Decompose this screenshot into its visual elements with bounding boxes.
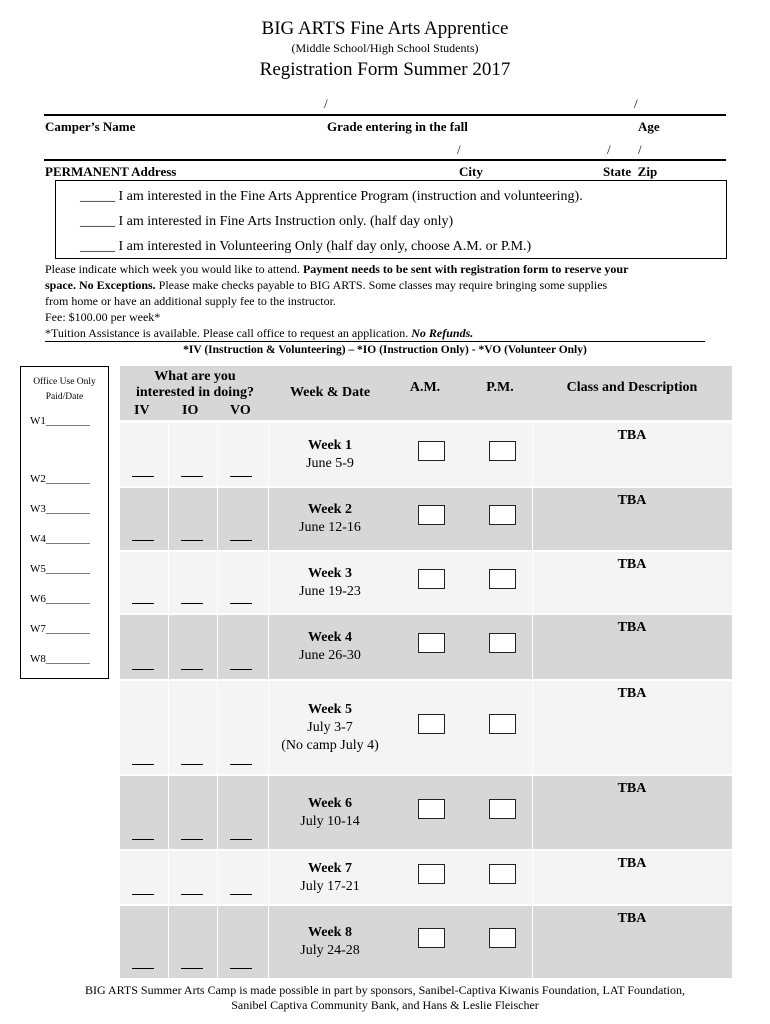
instructions-text: Please make checks payable to BIG ARTS. Some classes may require bringing some supplies — [155, 278, 608, 292]
week-label: Week 4 — [308, 630, 352, 645]
class-description: TBA — [617, 557, 647, 572]
choice-io-blank[interactable] — [181, 669, 203, 670]
payment-notice: Payment needs to be sent with registration form to reserve your — [302, 262, 629, 276]
cell-divider — [217, 615, 218, 679]
am-checkbox[interactable] — [418, 505, 445, 525]
col-vo-header: VO — [230, 403, 251, 418]
am-checkbox[interactable] — [418, 441, 445, 461]
cell-divider — [168, 615, 169, 679]
week-dates: June 19-23 — [299, 584, 361, 599]
choice-vo-blank[interactable] — [230, 894, 252, 895]
choice-vo-blank[interactable] — [230, 603, 252, 604]
pm-checkbox[interactable] — [489, 633, 516, 653]
pm-checkbox[interactable] — [489, 714, 516, 734]
am-checkbox[interactable] — [418, 799, 445, 819]
footer-line-2: Sanibel Captiva Community Bank, and Hans & Leslie Fleischer — [231, 998, 539, 1012]
week-dates: July 3-7 — [307, 720, 353, 735]
week-note: (No camp July 4) — [281, 738, 379, 753]
choice-vo-blank[interactable] — [230, 540, 252, 541]
tuition-text — [45, 326, 473, 341]
interest-header-line: interested in doing? — [136, 385, 254, 400]
instructions-text: Please indicate which week you would like to attend. — [45, 262, 303, 276]
row2-slash: / — [457, 142, 461, 157]
office-use-title-line: Office Use Only — [33, 377, 96, 387]
office-slot-w3[interactable]: W3________ — [30, 503, 90, 515]
choice-io-blank[interactable] — [181, 476, 203, 477]
choice-io-blank[interactable] — [181, 540, 203, 541]
interest-option-instruction[interactable]: _____ I am interested in Fine Arts Instruction only. (half day only) — [80, 214, 454, 229]
interest-header-line: What are you — [154, 369, 236, 384]
name-line[interactable] — [44, 114, 726, 116]
table-row — [120, 552, 732, 613]
tuition-assistance: *Tuition Assistance is available. Please call office to request an application. — [45, 326, 412, 340]
am-checkbox[interactable] — [418, 864, 445, 884]
choice-vo-blank[interactable] — [230, 669, 252, 670]
interest-option-volunteering[interactable]: _____ I am interested in Volunteering Only (half day only, choose A.M. or P.M.) — [80, 239, 532, 254]
cell-divider — [217, 488, 218, 550]
choice-io-blank[interactable] — [181, 603, 203, 604]
address-label: PERMANENT Address — [45, 164, 177, 179]
week-label: Week 5 — [308, 702, 352, 717]
office-use-title — [21, 375, 108, 405]
col-am-header: A.M. — [409, 380, 441, 395]
week-label: Week 2 — [308, 502, 352, 517]
cell-divider — [217, 552, 218, 613]
office-slot-w5[interactable]: W5________ — [30, 563, 90, 575]
office-slot-w4[interactable]: W4________ — [30, 533, 90, 545]
pm-checkbox[interactable] — [489, 569, 516, 589]
office-use-title-line: Paid/Date — [45, 392, 84, 402]
choice-vo-blank[interactable] — [230, 764, 252, 765]
week-date-cell — [268, 701, 392, 755]
am-checkbox[interactable] — [418, 569, 445, 589]
choice-vo-blank[interactable] — [230, 968, 252, 969]
class-description: TBA — [617, 781, 647, 796]
class-description: TBA — [617, 428, 647, 443]
office-slot-w8[interactable]: W8________ — [30, 653, 90, 665]
no-exceptions: space. No Exceptions. — [45, 278, 156, 292]
class-description: TBA — [617, 911, 647, 926]
col-io-header: IO — [182, 403, 199, 418]
cell-divider — [168, 776, 169, 849]
office-use-box — [20, 366, 109, 679]
table-row — [120, 851, 732, 904]
col-class-header: Class and Description — [566, 380, 698, 395]
choice-vo-blank[interactable] — [230, 839, 252, 840]
choice-iv-blank[interactable] — [132, 669, 154, 670]
table-row — [120, 423, 732, 486]
week-date-cell — [268, 501, 392, 537]
cell-divider — [168, 906, 169, 978]
address-line[interactable] — [44, 159, 726, 161]
week-dates: June 26-30 — [299, 648, 361, 663]
instructions-line-3: from home or have an additional supply fee to the instructor. — [45, 294, 336, 308]
week-label: Week 1 — [308, 438, 352, 453]
pm-checkbox[interactable] — [489, 441, 516, 461]
choice-iv-blank[interactable] — [132, 839, 154, 840]
table-row — [120, 906, 732, 978]
week-label: Week 6 — [308, 796, 352, 811]
cell-divider — [168, 681, 169, 774]
fee-text: Fee: $100.00 per week* — [45, 310, 161, 324]
campers-name-label: Camper’s Name — [45, 119, 136, 134]
pm-checkbox[interactable] — [489, 799, 516, 819]
choice-io-blank[interactable] — [181, 968, 203, 969]
form-heading: Registration Form Summer 2017 — [259, 59, 511, 80]
choice-iv-blank[interactable] — [132, 540, 154, 541]
form-subtitle: (Middle School/High School Students) — [291, 41, 479, 55]
legend: *IV (Instruction & Volunteering) – *IO (Instruction Only) - *VO (Volunteer Only) — [183, 344, 587, 356]
cell-divider — [168, 423, 169, 486]
col-week-header: Week & Date — [289, 385, 371, 400]
pm-checkbox[interactable] — [489, 505, 516, 525]
week-dates: June 12-16 — [299, 520, 361, 535]
week-dates: July 17-21 — [300, 879, 360, 894]
am-checkbox[interactable] — [418, 714, 445, 734]
table-row — [120, 488, 732, 550]
interest-header — [120, 369, 270, 401]
state-zip-label: State Zip — [603, 164, 658, 179]
week-label: Week 7 — [308, 861, 352, 876]
class-description: TBA — [617, 686, 647, 701]
choice-iv-blank[interactable] — [132, 968, 154, 969]
row1-slash: / — [324, 96, 328, 111]
week-dates: July 24-28 — [300, 943, 360, 958]
table-row — [120, 776, 732, 849]
choice-iv-blank[interactable] — [132, 764, 154, 765]
week-date-cell — [268, 565, 392, 601]
table-row — [120, 681, 732, 774]
week-date-cell — [268, 437, 392, 473]
divider — [45, 341, 705, 342]
week-label: Week 3 — [308, 566, 352, 581]
week-dates: July 10-14 — [300, 814, 360, 829]
row2-slash: / — [638, 142, 642, 157]
cell-divider — [217, 906, 218, 978]
pm-checkbox[interactable] — [489, 928, 516, 948]
instructions-line-2 — [45, 278, 607, 293]
week-date-cell — [268, 860, 392, 896]
choice-io-blank[interactable] — [181, 764, 203, 765]
row1-slash: / — [634, 96, 638, 111]
class-description: TBA — [617, 620, 647, 635]
office-slot-w7[interactable]: W7________ — [30, 623, 90, 635]
cell-divider — [168, 488, 169, 550]
week-date-cell — [268, 629, 392, 665]
cell-divider — [217, 681, 218, 774]
class-description: TBA — [617, 856, 647, 871]
interest-options-box — [55, 180, 727, 259]
cell-divider — [168, 552, 169, 613]
week-label: Week 8 — [308, 925, 352, 940]
no-refunds: No Refunds. — [411, 326, 474, 340]
interest-option-program[interactable]: _____ I am interested in the Fine Arts Apprentice Program (instruction and volunteering). — [80, 189, 583, 204]
col-pm-header: P.M. — [486, 380, 514, 395]
cell-divider — [217, 423, 218, 486]
form-title: BIG ARTS Fine Arts Apprentice — [261, 18, 509, 39]
office-slot-w6[interactable]: W6________ — [30, 593, 90, 605]
table-header — [120, 366, 732, 420]
cell-divider — [217, 851, 218, 904]
city-label: City — [459, 164, 483, 179]
week-date-cell — [268, 795, 392, 831]
grade-label: Grade entering in the fall — [327, 119, 468, 134]
class-description: TBA — [617, 493, 647, 508]
schedule-table — [120, 366, 732, 978]
table-row — [120, 615, 732, 679]
choice-io-blank[interactable] — [181, 894, 203, 895]
row2-slash: / — [607, 142, 611, 157]
week-dates: June 5-9 — [306, 456, 354, 471]
choice-vo-blank[interactable] — [230, 476, 252, 477]
week-date-cell — [268, 924, 392, 960]
instructions-line-1 — [45, 262, 628, 277]
choice-iv-blank[interactable] — [132, 603, 154, 604]
col-iv-header: IV — [134, 403, 150, 418]
pm-checkbox[interactable] — [489, 864, 516, 884]
footer-line-1: BIG ARTS Summer Arts Camp is made possible in part by sponsors, Sanibel-Captiva Kiwanis Foundation, LAT Foundation, — [84, 983, 686, 997]
age-label: Age — [638, 119, 660, 134]
cell-divider — [217, 776, 218, 849]
choice-iv-blank[interactable] — [132, 476, 154, 477]
choice-iv-blank[interactable] — [132, 894, 154, 895]
cell-divider — [168, 851, 169, 904]
am-checkbox[interactable] — [418, 633, 445, 653]
am-checkbox[interactable] — [418, 928, 445, 948]
choice-io-blank[interactable] — [181, 839, 203, 840]
office-slot-w1[interactable]: W1________ — [30, 415, 90, 427]
office-slot-w2[interactable]: W2________ — [30, 473, 90, 485]
